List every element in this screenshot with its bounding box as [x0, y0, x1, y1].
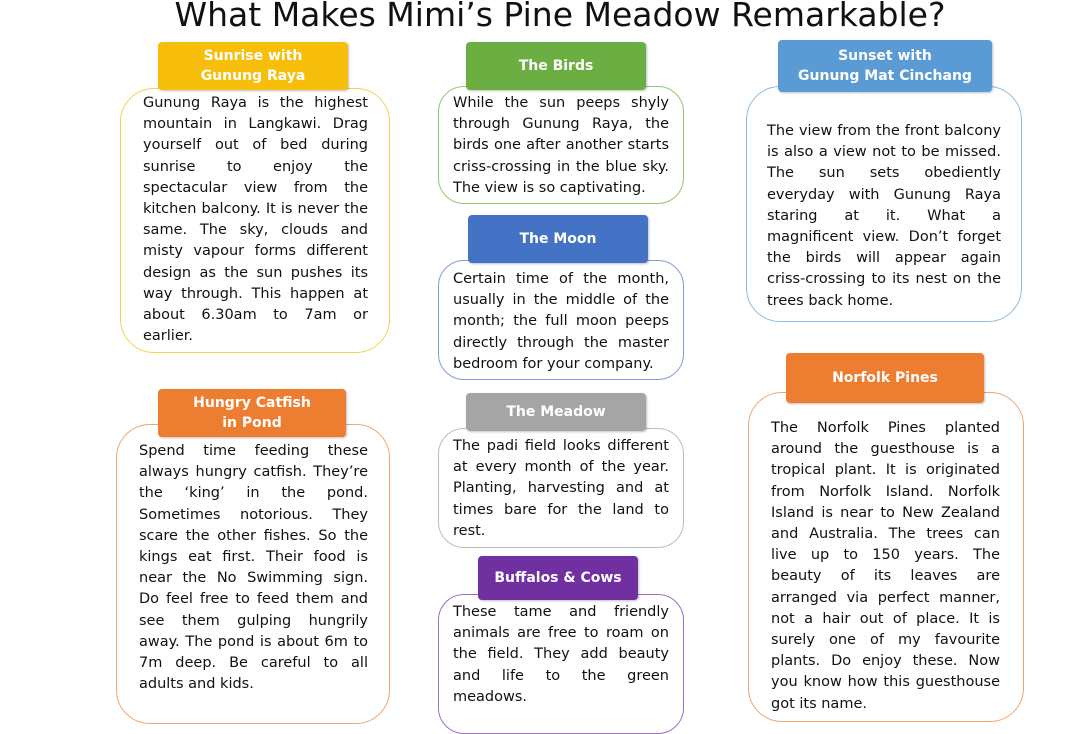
sunrise-box: [120, 88, 390, 353]
moon-label: [468, 215, 648, 263]
meadow-label: [466, 393, 646, 431]
buffalos-label-line-1: Buffalos & Cows: [494, 570, 622, 586]
pines-text: The Norfolk Pines planted around the guesthouse is a tropical plant. It is originated from Norfolk Island. Norfolk Island is near to New Zealand and Australia. The trees can live up to 150 years. The beauty of its leaves are arranged via perfect manner, not a hair out of place. It is surely one of my favourite plants. Do enjoy these. Now you know how this guesthouse got its name.: [771, 420, 1000, 712]
birds-text: While the sun peeps shyly through Gunung Raya, the birds one after another starts criss-crossing in the blue sky. The view is so captivating.: [453, 95, 669, 196]
moon-text: Certain time of the month, usually in the middle of the month; the full moon peeps directly through the master bedroom for your company.: [453, 271, 669, 372]
catfish-label-line-1: Hungry Catfish: [193, 395, 311, 411]
pines-label-line-1: Norfolk Pines: [832, 370, 938, 386]
birds-box: [438, 86, 684, 204]
sunset-box: [746, 86, 1022, 322]
sunrise-label-line-1: Sunrise with: [203, 48, 303, 64]
catfish-box: [116, 424, 390, 724]
sunset-text: The view from the front balcony is also a view not to be missed. The sun sets obediently everyday with Gunung Raya staring at it. What a magnificent view. Don’t forget the birds will appear again criss-crossing to its nest on the trees back home.: [767, 123, 1001, 309]
meadow-box: [438, 428, 684, 548]
sunset-label: [778, 40, 992, 92]
birds-label-line-1: The Birds: [518, 58, 594, 74]
meadow-label-line-1: The Meadow: [506, 404, 606, 420]
pines-label: [786, 353, 984, 403]
birds-label: [466, 42, 646, 90]
buffalos-text: These tame and friendly animals are free to roam on the field. They add beauty and life to the green meadows.: [453, 604, 669, 705]
moon-box: [438, 260, 684, 380]
buffalos-box: [438, 594, 684, 734]
meadow-text: The padi field looks different at every month of the year. Planting, harvesting and at times bare for the land to rest.: [453, 438, 669, 539]
moon-label-line-1: The Moon: [519, 231, 597, 247]
sunset-label-line-1: Sunset with: [838, 48, 932, 64]
page-title: What Makes Mimi’s Pine Meadow Remarkable?: [174, 0, 946, 34]
catfish-label: [158, 389, 346, 437]
sunrise-text: Gunung Raya is the highest mountain in Langkawi. Drag yourself out of bed during sunrise to enjoy the spectacular view from the kitchen balcony. It is never the same. The sky, clouds and misty vapour forms different design as the sun pushes its way through. This happen at about 6.30am to 7am or earlier.: [143, 95, 368, 345]
catfish-label-line-2: in Pond: [222, 415, 282, 431]
buffalos-label: [478, 556, 638, 600]
sunset-label-line-2: Gunung Mat Cinchang: [798, 68, 972, 84]
catfish-text: Spend time feeding these always hungry catfish. They’re the ‘king’ in the pond. Sometimes notorious. They scare the other fishes. So the kings eat first. Their food is near the No Swimming sign. Do feel free to feed them and see them gulping hungrily away. The pond is about 6m to 7m deep. Be careful to all adults and kids.: [139, 443, 368, 693]
sunrise-label-line-2: Gunung Raya: [200, 68, 306, 84]
sunrise-label: [158, 42, 348, 90]
pines-box: [748, 392, 1024, 722]
